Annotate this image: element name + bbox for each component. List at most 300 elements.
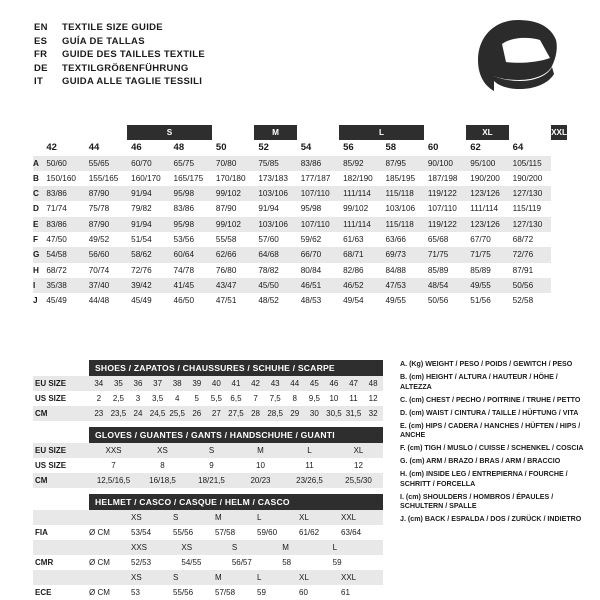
table-cell: 46	[329, 379, 339, 388]
helmet-value-row	[33, 555, 383, 570]
size-group-m: M	[254, 125, 296, 140]
language-code: ES	[34, 35, 48, 47]
helmet-size-header: XXL	[341, 573, 357, 582]
helmet-head-row	[33, 540, 383, 555]
table-cell: 53/54	[131, 528, 152, 537]
table-cell: 70/74	[88, 265, 110, 275]
gloves-row	[33, 473, 383, 488]
table-cell: 177/187	[300, 173, 331, 183]
table-cell: 7,5	[269, 394, 281, 403]
table-cell: 63/64	[341, 528, 362, 537]
table-cell: 66/70	[300, 250, 322, 260]
row-label: CM	[35, 476, 48, 485]
row-label	[33, 140, 42, 155]
row-label: A	[33, 158, 39, 168]
row-label: FIA	[35, 528, 48, 537]
row-label: EU SIZE	[35, 379, 67, 388]
table-cell: 87/95	[385, 158, 406, 168]
table-cell: 16/18,5	[149, 476, 176, 485]
table-cell: 85/89	[470, 265, 491, 275]
legend-item: G. (cm) ARM / BRAZO / BRAS / ARM / BRACCIO	[400, 457, 561, 466]
table-cell: 75/85	[258, 158, 279, 168]
row-label: I	[33, 280, 36, 290]
table-cell: 12	[354, 461, 363, 470]
table-cell: 56/57	[231, 558, 252, 567]
table-cell: 79/82	[131, 204, 152, 214]
table-cell: 107/110	[300, 189, 330, 199]
table-cell: 70/80	[215, 158, 237, 168]
table-cell: 99/102	[215, 189, 241, 199]
table-cell: 24,5	[149, 409, 166, 418]
table-row	[33, 278, 567, 293]
table-row	[33, 156, 567, 171]
table-cell: 12	[368, 394, 378, 403]
table-cell: 49/55	[470, 280, 491, 290]
table-cell: 49/52	[88, 235, 110, 245]
helmet-size-header: XS	[131, 513, 142, 522]
table-cell: 127/130	[512, 219, 543, 229]
table-cell: 57/60	[258, 235, 279, 245]
row-label: F	[33, 235, 39, 245]
table-cell: 61/63	[343, 235, 364, 245]
language-row	[34, 22, 205, 33]
table-cell: 80/84	[300, 265, 322, 275]
helmet-head-row	[33, 510, 383, 525]
table-cell: 103/106	[385, 204, 416, 214]
language-code: IT	[34, 76, 44, 87]
table-cell: 28,5	[267, 409, 283, 418]
table-cell: 55/65	[88, 158, 110, 168]
table-cell: 63/66	[385, 235, 406, 245]
table-cell: 82/86	[343, 265, 364, 275]
table-cell: 46/51	[300, 280, 322, 290]
table-cell: 83/86	[300, 158, 322, 168]
gloves-row	[33, 458, 383, 473]
table-cell: 185/195	[385, 173, 416, 183]
table-cell: 99/102	[215, 219, 241, 229]
table-cell: 48/53	[300, 296, 322, 306]
table-cell: 105/115	[512, 158, 542, 168]
table-cell: 87/91	[512, 265, 534, 275]
helmet-size-header: M	[215, 513, 222, 522]
row-label: G	[33, 250, 40, 260]
size-group-spacer	[509, 125, 551, 140]
helmet-size-header: XS	[131, 573, 142, 582]
table-cell: 4	[174, 394, 180, 403]
helmet-size-header: XL	[299, 513, 309, 522]
table-cell: 32	[368, 409, 378, 418]
legend-item: J. (cm) BACK / ESPALDA / DOS / ZURÜCK / INDIETRO	[400, 515, 582, 524]
table-cell: XS	[157, 446, 168, 455]
table-cell: 53	[131, 588, 140, 597]
size-header-cell: 54	[300, 142, 312, 154]
row-label	[33, 125, 42, 140]
table-cell: 23,5	[110, 409, 127, 418]
unit-label: Ø CM	[89, 528, 110, 537]
table-cell: 28	[251, 409, 260, 418]
row-label: US SIZE	[35, 394, 67, 403]
row-label: CMR	[35, 558, 54, 567]
helmet-size-header: XS	[181, 543, 193, 552]
helmet-size-header: S	[231, 543, 238, 552]
table-cell: 27	[211, 409, 221, 418]
table-cell: 160/170	[131, 173, 161, 183]
size-group-l: L	[339, 125, 424, 140]
size-group-spacer	[42, 125, 127, 140]
legend-item: A. (Kg) WEIGHT / PESO / POIDS / GEWITCH / PESO	[400, 360, 573, 368]
table-cell: 36	[133, 379, 143, 388]
table-cell: 123/126	[470, 189, 500, 199]
size-header-cell: 64	[512, 142, 524, 154]
table-cell: 107/110	[427, 204, 457, 214]
table-cell: 44/48	[88, 296, 110, 306]
table-cell: 111/114	[343, 189, 371, 199]
helmet-rows	[33, 510, 383, 600]
table-row	[33, 293, 567, 308]
legend-item: B. (cm) HEIGHT / ALTURA / HAUTEUR / HÖHE / ALTEZZA	[400, 372, 558, 391]
table-cell: 115/119	[512, 204, 542, 214]
helmet-value-row	[33, 525, 383, 540]
helmet-size-header: S	[173, 573, 179, 582]
table-cell: 25,5/30	[345, 476, 372, 485]
table-cell: 30	[309, 409, 319, 418]
table-cell: 9	[209, 461, 214, 470]
table-cell: 47	[349, 379, 358, 388]
language-list	[34, 22, 205, 90]
shoes-row	[33, 406, 383, 421]
table-cell: 107/110	[300, 219, 330, 229]
table-cell: 78/82	[258, 265, 279, 275]
table-cell: 3,5	[152, 394, 164, 403]
language-row	[34, 49, 205, 60]
table-cell: 173/183	[258, 173, 288, 183]
table-cell: 90/100	[427, 158, 453, 168]
table-cell: 62/66	[215, 250, 237, 260]
table-cell: XL	[353, 446, 364, 455]
size-header-cell: 56	[343, 142, 354, 154]
table-cell: 49/55	[385, 296, 406, 306]
table-cell: 71/75	[470, 250, 491, 260]
table-cell: 8	[292, 394, 297, 403]
table-cell: 83/86	[173, 204, 195, 214]
helmet-size-header: L	[257, 513, 262, 522]
table-cell: 71/74	[46, 204, 67, 214]
size-group-xxl: XXL	[551, 125, 567, 140]
table-cell: 9,5	[308, 394, 320, 403]
row-label: D	[33, 204, 39, 214]
size-group-spacer	[297, 125, 339, 140]
table-cell: 44	[290, 379, 300, 388]
table-cell: 182/190	[343, 173, 373, 183]
table-cell: 55/58	[215, 235, 237, 245]
table-cell: 55/56	[173, 528, 194, 537]
table-cell: 190/200	[470, 173, 500, 183]
table-cell: 30,5	[326, 409, 342, 418]
table-cell: 26	[192, 409, 202, 418]
table-cell: 84/88	[385, 265, 406, 275]
unit-label: Ø CM	[89, 588, 110, 597]
table-row	[33, 247, 567, 262]
shoes-row	[33, 376, 383, 391]
table-cell: 56/60	[88, 250, 110, 260]
table-cell: 91/94	[258, 204, 279, 214]
size-header-cell: 58	[385, 142, 397, 154]
table-cell: 59/62	[300, 235, 322, 245]
table-cell: 2,5	[112, 394, 124, 403]
table-cell: L	[307, 446, 312, 455]
language-text: GUIDE DES TAILLES TEXTILE	[62, 49, 205, 60]
main-size-table	[33, 125, 567, 309]
table-cell: 119/122	[427, 189, 457, 199]
helmet-size-header: S	[173, 513, 179, 522]
table-cell: 87/90	[215, 204, 237, 214]
table-cell: 85/89	[427, 265, 449, 275]
language-text: TEXTILE SIZE GUIDE	[62, 22, 163, 33]
size-header-cell: 50	[215, 142, 227, 154]
table-cell: 10	[256, 461, 265, 470]
legend-item: F. (cm) TIGH / MUSLO / CUISSE / SCHENKEL / COSCIA	[400, 444, 584, 453]
language-text: GUÍA DE TALLAS	[62, 35, 145, 47]
table-cell: 57/58	[215, 528, 236, 537]
table-cell: 47/51	[215, 296, 237, 306]
table-cell: 25,5	[169, 409, 185, 418]
table-cell: 187/198	[427, 173, 458, 183]
table-cell: 52/58	[512, 296, 534, 306]
measurement-legend	[400, 360, 585, 528]
table-cell: 91/94	[131, 219, 152, 229]
table-cell: 34	[94, 379, 104, 388]
table-cell: 190/200	[512, 173, 543, 183]
table-cell: M	[257, 446, 264, 455]
helmet-size-header: M	[215, 573, 222, 582]
table-cell: 95/98	[173, 219, 195, 229]
legend-item: I. (cm) SHOULDERS / HOMBROS / ÉPAULES / SCHULTERN / SPALLE	[400, 492, 554, 511]
table-cell: 47/50	[46, 235, 67, 245]
table-cell: 41	[231, 379, 241, 388]
table-cell: 165/175	[173, 173, 204, 183]
table-cell: 55/56	[173, 588, 194, 597]
table-cell: 61/62	[299, 528, 320, 537]
table-cell: 37	[153, 379, 163, 388]
bottom-tables	[33, 360, 383, 600]
size-header-cell: 52	[258, 142, 269, 154]
table-cell: 67/70	[470, 235, 491, 245]
table-cell: 51/54	[131, 235, 152, 245]
size-group-spacer	[424, 125, 466, 140]
row-label: ECE	[35, 588, 52, 597]
table-cell: 75/78	[88, 204, 110, 214]
table-cell: 71/75	[427, 250, 449, 260]
table-cell: 83/86	[46, 219, 67, 229]
table-cell: 11	[349, 394, 358, 403]
table-cell: 37/40	[88, 280, 110, 290]
language-row	[34, 36, 205, 47]
language-code: DE	[34, 62, 48, 74]
table-cell: 38	[172, 379, 182, 388]
table-cell: 35	[113, 379, 123, 388]
table-cell: 72/76	[512, 250, 534, 260]
table-cell: 41/45	[173, 280, 195, 290]
language-text: GUIDA ALLE TAGLIE TESSILI	[62, 76, 203, 87]
size-group-xl: XL	[466, 125, 508, 140]
table-cell: 50/60	[46, 158, 67, 168]
table-cell: 50/56	[512, 280, 534, 290]
table-cell: 54/58	[46, 250, 67, 260]
table-cell: 43/47	[215, 280, 237, 290]
table-cell: 95/98	[173, 189, 195, 199]
table-cell: 50/56	[427, 296, 449, 306]
helmet-size-header: XXL	[341, 513, 357, 522]
table-cell: 111/114	[343, 219, 371, 229]
table-cell: 60	[299, 588, 308, 597]
table-cell: 39	[192, 379, 202, 388]
helmet-head-row	[33, 570, 383, 585]
table-cell: 115/118	[385, 219, 414, 229]
table-cell: 65/68	[427, 235, 449, 245]
helmet-icon	[472, 18, 564, 100]
table-cell: 45/50	[258, 280, 279, 290]
table-cell: 6,5	[230, 394, 242, 403]
size-header-cell: 42	[46, 142, 57, 154]
table-cell: 2	[96, 394, 102, 403]
table-cell: 91/94	[131, 189, 152, 199]
table-cell: 95/98	[300, 204, 322, 214]
legend-item: H. (cm) INSIDE LEG / ENTREPIERNA / FOURCHE / SCHRITT / FORCELLA	[400, 470, 568, 488]
table-cell: 8	[160, 461, 165, 470]
table-cell: 58/62	[131, 250, 152, 260]
table-cell: 7	[111, 461, 116, 470]
table-cell: 170/180	[215, 173, 246, 183]
table-cell: 99/102	[343, 204, 369, 214]
table-cell: 59/60	[257, 528, 278, 537]
language-code: EN	[34, 22, 48, 33]
table-cell: 45/49	[46, 296, 67, 306]
table-cell: 40	[211, 379, 221, 388]
table-cell: 42	[251, 379, 260, 388]
helmet-size-header: XL	[299, 573, 309, 582]
gloves-title: GLOVES / GUANTES / GANTS / HANDSCHUHE / GUANTI	[89, 427, 383, 443]
table-cell: 5	[194, 394, 199, 403]
table-row	[33, 217, 567, 232]
table-cell: 46/50	[173, 296, 195, 306]
language-code: FR	[34, 49, 48, 60]
table-cell: 68/72	[512, 235, 534, 245]
table-cell: 35/38	[46, 280, 67, 290]
row-label: B	[33, 173, 39, 183]
unit-label: Ø CM	[89, 558, 110, 567]
table-cell: 150/160	[46, 173, 76, 183]
table-row	[33, 171, 567, 186]
shoes-row	[33, 391, 383, 406]
size-header-cell: 60	[427, 142, 439, 154]
table-cell: 64/68	[258, 250, 279, 260]
table-cell: 155/165	[88, 173, 119, 183]
table-cell: 54/55	[181, 558, 202, 567]
size-group-spacer	[212, 125, 254, 140]
table-cell: 87/90	[88, 219, 110, 229]
table-cell: 119/122	[427, 219, 457, 229]
table-cell: 52/53	[131, 558, 152, 567]
helmet-size-header: XXS	[131, 543, 148, 552]
row-label: E	[33, 219, 39, 229]
size-header-cell: 48	[173, 142, 185, 154]
table-cell: 111/114	[470, 204, 499, 214]
legend-item: E. (cm) HIPS / CADERA / HANCHES / HÜFTEN / HIPS / ANCHE	[400, 421, 581, 440]
language-row	[34, 63, 205, 74]
table-cell: 5,5	[210, 394, 222, 403]
language-text: TEXTILGRÖßENFÜHRUNG	[62, 62, 189, 74]
table-cell: 85/92	[343, 158, 364, 168]
legend-item: C. (cm) CHEST / PECHO / POITRINE / TRUHE / PETTO	[400, 395, 581, 404]
table-cell: 11	[305, 461, 314, 470]
gloves-row	[33, 443, 383, 458]
table-cell: 103/106	[258, 219, 288, 229]
table-cell: 31,5	[345, 409, 362, 418]
helmet-value-row	[33, 585, 383, 600]
table-cell: 18/21,5	[198, 476, 225, 485]
size-header-cell: 62	[470, 142, 481, 154]
row-label: J	[33, 296, 38, 306]
table-cell: 24	[133, 409, 143, 418]
table-cell: 23	[94, 409, 104, 418]
table-cell: 12,5/16,5	[96, 476, 131, 485]
table-cell: 39/42	[131, 280, 152, 290]
table-cell: 123/126	[470, 219, 500, 229]
table-cell: S	[208, 446, 215, 455]
table-cell: 69/73	[385, 250, 406, 260]
legend-item: D. (cm) WAIST / CINTURA / TAILLE / HÜFTUNG / VITA	[400, 408, 579, 417]
table-row	[33, 263, 567, 278]
table-cell: 60/64	[173, 250, 195, 260]
helmet-title: HELMET / CASCO / CASQUE / HELM / CASCO	[89, 494, 383, 510]
table-cell: 53/56	[173, 235, 195, 245]
helmet-size-header: L	[257, 573, 262, 582]
size-header-cell: 44	[88, 142, 100, 154]
size-group-row	[33, 125, 567, 140]
language-row	[34, 76, 205, 87]
table-cell: 83/86	[46, 189, 67, 199]
table-cell: 72/76	[131, 265, 152, 275]
shoes-title: SHOES / ZAPATOS / CHAUSSURES / SCHUHE / SCARPE	[89, 360, 383, 376]
table-cell: 127/130	[512, 189, 543, 199]
table-cell: 57/58	[215, 588, 236, 597]
table-cell: 10	[329, 394, 339, 403]
table-cell: 3	[135, 394, 141, 403]
table-row	[33, 186, 567, 201]
table-cell: 45	[309, 379, 319, 388]
table-cell: XXS	[105, 446, 122, 455]
row-label: US SIZE	[35, 461, 67, 470]
table-cell: 27,5	[228, 409, 244, 418]
table-cell: 23/26,5	[296, 476, 323, 485]
table-cell: 43	[270, 379, 280, 388]
size-header-row	[33, 140, 567, 155]
table-cell: 46/52	[343, 280, 364, 290]
table-cell: 20/23	[250, 476, 271, 485]
table-cell: 48/54	[427, 280, 449, 290]
table-cell: 103/106	[258, 189, 288, 199]
helmet-size-header: L	[332, 543, 338, 552]
size-header-cell: 46	[131, 142, 142, 154]
table-cell: 58	[282, 558, 292, 567]
helmet-size-header: M	[282, 543, 289, 552]
row-label: CM	[35, 409, 48, 418]
table-cell: 47/53	[385, 280, 406, 290]
table-cell: 29	[290, 409, 300, 418]
table-cell: 95/100	[470, 158, 496, 168]
row-label: C	[33, 189, 39, 199]
table-cell: 74/78	[173, 265, 195, 275]
